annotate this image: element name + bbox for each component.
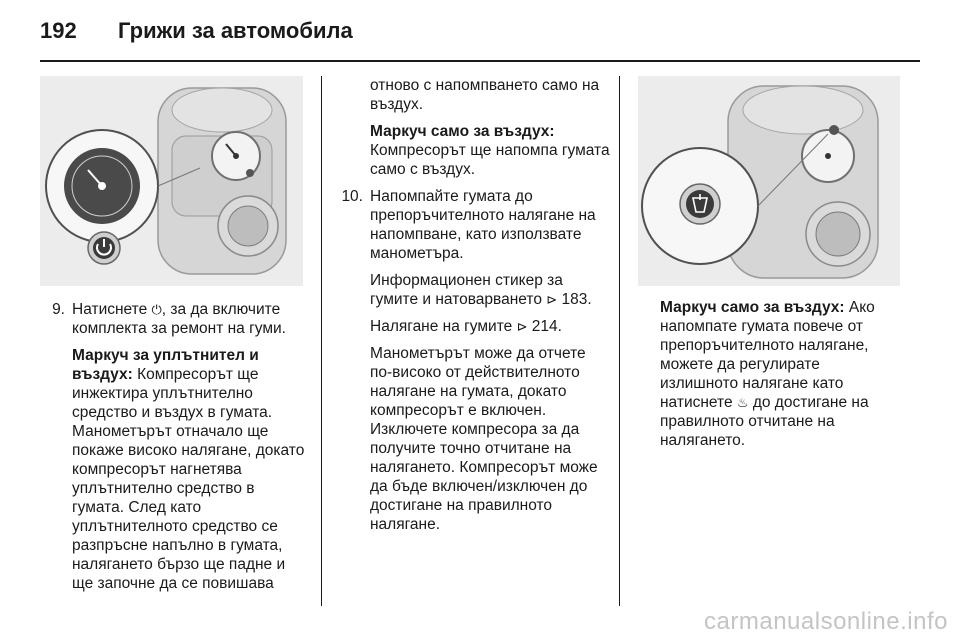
page-reference-link[interactable]: 214. — [531, 318, 562, 335]
step-text: Натиснете — [72, 301, 152, 318]
sealant-hose-paragraph — [40, 346, 310, 593]
air-only-hose-paragraph — [330, 122, 610, 179]
watermark: carmanualsonline.info — [704, 608, 948, 635]
paragraph-text: Компресорът ще напомпа гумата само с въздух. — [370, 142, 610, 178]
page-number: 192 — [40, 18, 77, 43]
power-icon: ⏻ — [151, 302, 162, 317]
air-only-hose-label: Маркуч само за въздух: — [370, 123, 555, 140]
sticker-reference-paragraph — [330, 271, 610, 309]
compressor-deflate-illustration — [638, 76, 900, 286]
column-divider-left — [321, 76, 322, 606]
step-number: 10. — [341, 188, 363, 205]
paragraph-text: Ако напомпате гумата повече от препоръчителното налягане, можете да регулирате излишното налягане като натиснете — [660, 299, 875, 411]
deflate-button-icon: ♨ — [736, 395, 749, 410]
step-number: 9. — [52, 301, 65, 318]
continuation-paragraph: отново с напомпването само на въздух. — [370, 77, 600, 113]
step-text: , за да включите комплекта за ремонт на гуми. — [72, 301, 286, 337]
reference-arrow-icon: ⊳ — [516, 319, 528, 334]
page-reference-link[interactable]: 183. — [561, 291, 592, 308]
manometer-paragraph: Манометърът може да отчете по-високо от действителното налягане на гумата, докато компресорът е включен. Изключете компресора за да получите точно отчитане на налягането. Компресорът може да бъде включен/изключен до достигане на правилното налягане. — [370, 345, 598, 533]
paragraph-text: Налягане на гумите — [370, 318, 517, 335]
compressor-manometer-illustration — [40, 76, 303, 286]
column-left — [40, 300, 310, 601]
column-middle — [330, 76, 610, 542]
pressure-reference-paragraph — [330, 317, 610, 336]
step-text: Напомпайте гумата до препоръчителното налягане на напомпване, като използвате манометъра. — [370, 188, 596, 262]
compressor-manometer-drawing — [40, 76, 303, 286]
paragraph-text: Компресорът ще инжектира уплътнително средство и въздух в гумата. Манометърът отначало ще покаже високо налягане, докато компресорът нагнетява уплътнително средство в гумата. След като уплътнителното средство се разпръсне напълно в гумата, налягането бързо ще падне и ще започне да се повишава — [72, 366, 305, 592]
header-rule — [40, 60, 920, 62]
page-title: Грижи за автомобила — [118, 18, 353, 43]
column-divider-right — [619, 76, 620, 606]
step-10 — [330, 187, 610, 263]
air-only-hose-label: Маркуч само за въздух: — [660, 299, 845, 316]
paragraph-text: Информационен стикер за гумите и натоварването — [370, 272, 563, 308]
sealant-hose-label: Маркуч за уплътнител и въздух: — [72, 347, 259, 383]
deflate-paragraph — [660, 298, 900, 450]
column-right — [660, 298, 900, 458]
step-9 — [40, 300, 310, 338]
compressor-deflate-drawing — [638, 76, 900, 286]
paragraph-text: до достигане на правилното отчитане на налягането. — [660, 394, 869, 449]
reference-arrow-icon: ⊳ — [546, 292, 558, 307]
